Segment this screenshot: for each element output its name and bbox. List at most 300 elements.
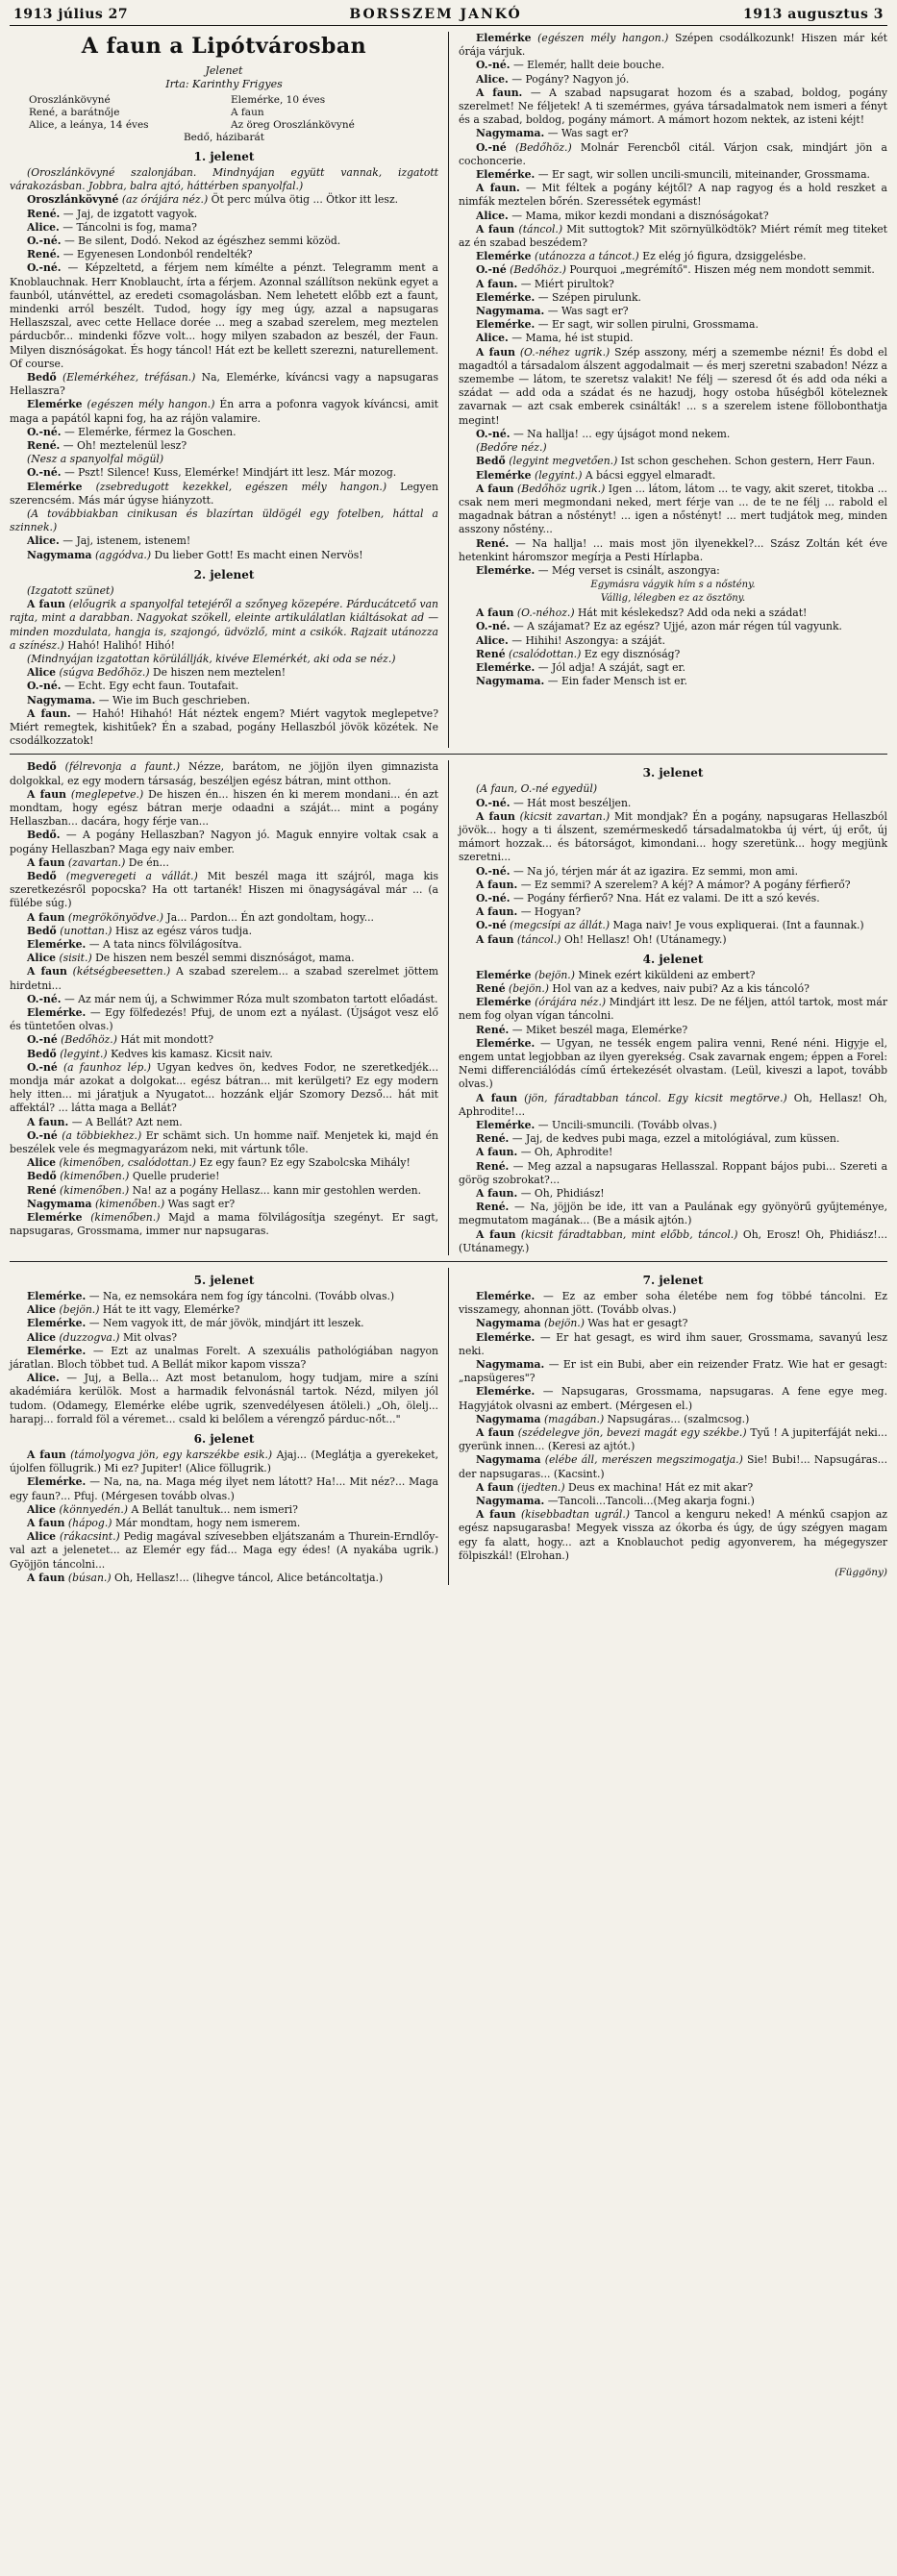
speaker-name: O.-né. (476, 864, 511, 878)
dialogue-line (459, 797, 887, 810)
speaker-name: O.-né. (476, 59, 511, 72)
dialogue-text: — Egyenesen Londonból rendelték? (62, 248, 253, 261)
stage-direction-text: (kimenőben.) (94, 1197, 165, 1210)
stage-direction-text: (könnyedén.) (59, 1502, 129, 1516)
speaker-name: Oroszlánkövyné (27, 193, 119, 207)
speaker-name: Alice (27, 666, 57, 680)
stage-direction-text: (O.-néhez ugrik.) (519, 345, 610, 359)
dialogue-text: Ugyan kedves ön, kedves Fodor, ne szeretkedjék... mondja már azokat a dolgokat... egész bátran... mit kerülgeti? Ez egy modern hely itten... mi járatjuk a Nyugatot... hozzánk eljár Szomory Dezső... hát mit affektál? ... látta maga a Bellát? (10, 1060, 439, 1115)
columns-bottom (10, 1268, 887, 1585)
stage-direction-text: (O.-néhoz.) (516, 607, 575, 620)
stage-direction (10, 584, 438, 598)
stage-direction-text: (félrevonja a faunt.) (64, 760, 181, 774)
dialogue-line (459, 1331, 887, 1358)
speaker-name: Elemérke (476, 468, 532, 482)
dialogue-line (459, 620, 887, 633)
dialogue-line (459, 933, 887, 947)
speaker-name: Elemérke. (476, 1119, 536, 1131)
dialogue-text: Igen ... látom, látom ... te vagy, akit szeret, titokba ... csak nem meri megmondani neked, mert férje van ... de te ne félj ... rabold el magadnak bátran a nőstényt! ... igen a nőstényt! ... mert tudjátok meg, minden asszony nőstény... (459, 482, 887, 536)
speaker-name: O.-né. (476, 891, 511, 904)
curtain-note: (Függöny) (835, 1567, 887, 1579)
dialogue-line (10, 439, 438, 453)
dialogue-line (10, 1331, 438, 1345)
stage-direction-text: (Bedőre néz.) (476, 441, 547, 455)
dialogue-line (10, 1503, 438, 1517)
stage-direction-text: (megveregeti a vállát.) (65, 869, 198, 882)
speaker-name: Elemérke. (476, 1290, 536, 1303)
text-block (459, 32, 887, 688)
speaker-name: O.-né. (27, 680, 62, 693)
dialogue-line (459, 1358, 887, 1385)
masthead-rule (10, 25, 887, 26)
dialogue-text: — Ezt az unalmas Forelt. A szexuális pathológiában nagyon járatlan. Bloch többet tud. A Bellát mikor kapom vissza? (10, 1344, 438, 1372)
dialogue-text: Szép asszony, mérj a szemembe nézni! És dobd el magadtól a társadalom álszent aggodalmait — és merj szeretni szabadon! Nézz a szemembe — látom, te szeretsz valakit! Ne félj — szeresd őt és add oda néki a szádat — add oda a szádat és ne hazudj, hogy ostoba hűségből köteleznek zavarnak — azt csak emberek csinálták! ... s a szerelem istene föllobonthatja megint! (459, 345, 887, 427)
dialogue-line (459, 1187, 887, 1201)
dialogue-text: — Er ist ein Bubi, aber ein reizender Fratz. Wie hat er gesagt: „napsügeres"? (459, 1358, 888, 1385)
speaker-name: René. (476, 536, 510, 550)
dialogue-line (459, 127, 887, 140)
speaker-name: A faun (476, 222, 515, 235)
speaker-name: Bedő (27, 869, 57, 882)
speaker-name: O.-né. (476, 796, 511, 809)
speaker-name: Elemérke. (476, 290, 536, 304)
dialogue-line (10, 221, 438, 235)
stage-direction-text: (kimenőben.) (90, 1211, 161, 1225)
speaker-name: A faun (476, 345, 515, 359)
dialogue-text: — Hihihi! Aszongya: a száját. (511, 633, 666, 647)
dialogue-text: Hát te itt vagy, Elemérke? (102, 1303, 240, 1317)
dialogue-text: A bácsi eggyel elmaradt. (585, 468, 716, 482)
dialogue-line (10, 788, 438, 830)
speaker-name: Bedő (27, 760, 57, 774)
speaker-name: Elemérke. (27, 1317, 87, 1330)
speaker-name: A faun (27, 965, 67, 978)
dialogue-text: Ez egy disznóság? (584, 647, 681, 660)
stage-direction-text: (magában.) (543, 1412, 605, 1425)
dialogue-text: — Pogány férfierő? Nna. Hát ez valami. De itt a szó kevés. (512, 891, 820, 904)
speaker-name: A faun (476, 1480, 514, 1494)
dialogue-line (10, 1530, 438, 1572)
stage-direction-text: (utánozza a táncot.) (534, 250, 639, 263)
cast-item: Oroszlánkövyné (29, 94, 111, 106)
speaker-name: Bedő. (27, 829, 61, 842)
stage-direction (459, 782, 887, 796)
dialogue-line (459, 87, 887, 128)
dialogue-line (10, 666, 438, 680)
stage-direction-text: (rákacsint.) (59, 1530, 120, 1544)
dialogue-text: Már mondtam, hogy nem ismerem. (114, 1517, 301, 1530)
stage-direction-text: (Izgatott szünet) (27, 583, 114, 597)
dialogue-line (10, 856, 438, 870)
dialogue-line (459, 223, 887, 250)
dialogue-line (10, 680, 438, 693)
column-right-top (459, 32, 887, 748)
dialogue-text: — Er sagt, wir sollen uncili-smuncili, miteinander, Grossmama. (537, 168, 870, 182)
dialogue-line (459, 1228, 887, 1255)
dialogue-line (10, 1317, 438, 1330)
dialogue-line (459, 810, 887, 865)
column-left-mid (10, 760, 449, 1255)
section-divider (10, 1261, 887, 1262)
dialogue-text: — A pogány Hellaszban? Nagyon jó. Maguk ennyire voltak csak a pogány Hellaszban? Maga egy naiv ember. (10, 829, 439, 855)
speaker-name: Nagymama. (476, 1495, 545, 1508)
text-block (459, 766, 887, 1255)
speaker-name: A faun. (27, 1115, 69, 1128)
stage-direction-text: (Bedőhöz.) (61, 1033, 117, 1047)
verse-line: Egymásra vágyik hím s a nőstény. (590, 580, 756, 591)
stage-direction-text: (egészen mély hangon.) (87, 398, 215, 411)
dialogue-text: Szépen csodálkozunk! Hiszen már két órája várjuk. (459, 32, 887, 59)
dialogue-text: — Elemér, hallt deie bouche. (512, 59, 665, 72)
dialogue-line (459, 1385, 887, 1412)
cast-item: A faun (231, 107, 264, 118)
dialogue-line (459, 1132, 887, 1146)
speaker-name: A faun. (27, 706, 71, 720)
column-left-top (10, 32, 449, 748)
dialogue-text: De hiszen én... hiszen én ki merem mondani... én azt mondtam, hogy egész bátran merje odaadni a száját... mint a pogány Hellaszban... dacára, hogy férje van... (10, 787, 438, 829)
dialogue-line (10, 426, 438, 439)
dialogue-text: Oh! Hellasz! Oh! (Utánamegy.) (563, 932, 727, 946)
dialogue-text: Was sagt er? (167, 1197, 236, 1210)
speaker-name: A faun (476, 1091, 518, 1104)
speaker-name: A faun (27, 910, 65, 924)
stage-direction-text: (ijedten.) (516, 1480, 565, 1494)
speaker-name: Elemérke. (476, 1385, 536, 1399)
stage-direction-text: (Nesz a spanyolfal mögül) (27, 453, 164, 466)
stage-direction-text: (szédelegve jön, bevezi magát egy székbe.) (517, 1426, 747, 1440)
dialogue-text: — Szépen pirulunk. (537, 290, 641, 304)
dialogue-line (459, 1413, 887, 1426)
dialogue-line (459, 250, 887, 263)
dialogue-text: Napsugáras... (szalmcsog.) (607, 1412, 750, 1425)
dialogue-line (10, 829, 438, 855)
dialogue-text: Hát mit késlekedsz? Add oda neki a szádat! (578, 607, 808, 620)
speaker-name: René. (476, 1132, 510, 1146)
dialogue-text: Mit mondjak? Én a pogány, napsugaras Hellaszból jövök... hogy a ti álszent, szemérmeskedő társadalmatokba új vért, új erőt, új mámort hozzak... és bátorságot, kimondani... hogy szeretünk... hogy megjünk szeretni... (459, 809, 887, 864)
scene-heading: 5. jelenet (193, 1274, 255, 1288)
column-right-mid (459, 760, 887, 1255)
dialogue-text: — Hát most beszéljen. (512, 796, 632, 809)
dialogue-line (10, 1116, 438, 1129)
dialogue-line (459, 210, 887, 223)
dialogue-line (10, 1372, 438, 1426)
speaker-name: Elemérke (476, 996, 532, 1009)
dialogue-text: — Oh, Aphrodite! (520, 1146, 613, 1159)
dialogue-line (459, 661, 887, 675)
dialogue-text: — Mama, mikor kezdi mondani a disznóságokat? (511, 209, 769, 222)
dialogue-line (459, 865, 887, 879)
dialogue-text: — Képzeltetd, a férjem nem kímélte a pénzt. Telegramm ment a Knoblauchnak. Herr Knoblaucht, írta a férjem. Azonnal szállítson nekünk egyet a faunból, utánvéttel, az eredeti csomagolásban. Nem lehetett előbb ezt a faunt, mindenki arról beszélt. Tudod, hogy így meg úgy, azzal a napsugaras Hellaszszal, avec cette Hellace dorée ... meg a szabad szerelem, meg meztelen párducbőr... mindenki főzve volt... hogy milyen szabadon az beszél, der Faun. Milyen disznóságokat. És hogy táncol! Hát ezt be kellett szerezni, naturellement. Of course. (10, 261, 438, 370)
dialogue-text: — Na, jöjjön be ide, itt van a Paulának egy gyönyörű gyűjteménye, megmutatom magának... (Be a másik ajtón.) (459, 1201, 888, 1227)
stage-direction-text: (Oroszlánkövyné szalonjában. Mindnyájan együtt vannak, izgatott várakozásban. Jobbra, balra ajtó, háttérben spanyolfal.) (10, 166, 438, 193)
speaker-name: Elemérke. (476, 1036, 536, 1050)
dialogue-line (459, 346, 887, 428)
text-block (459, 1274, 887, 1563)
speaker-name: Elemérke (476, 968, 532, 981)
dialogue-line (459, 905, 887, 919)
speaker-name: Bedő (476, 455, 506, 468)
dialogue-line (459, 634, 887, 648)
speaker-name: O.-né (27, 1128, 58, 1142)
dialogue-line (459, 1495, 887, 1508)
dialogue-line (10, 248, 438, 261)
dialogue-text: Ez elég jó figura, dzsiggelésbe. (642, 250, 807, 263)
dialogue-line (10, 938, 438, 952)
dialogue-line (10, 481, 438, 508)
article-genre: Jelenet (205, 64, 243, 77)
speaker-name: Alice (27, 1502, 57, 1516)
dialogue-text: — Na, ez nemsokára nem fog így táncolni. (Tovább olvas.) (88, 1290, 395, 1303)
dialogue-text: — Ez az ember soha életébe nem fog többé táncolni. Ez visszamegy, ahonnan jött. (Tovább olvas.) (459, 1290, 887, 1317)
dialogue-text: Mit beszél maga itt szájról, maga kis szeretkezésről popocska? Ha ott tartanék! Hiszen mi önagyságával már ... (a fülébe súg.) (10, 869, 438, 910)
speaker-name: Alice. (27, 534, 60, 548)
stage-direction-text: (megrökönyödve.) (67, 910, 163, 924)
dialogue-line (459, 1160, 887, 1187)
dialogue-text: A szabad szerelem... a szabad szerelmet jöttem hirdetni... (10, 965, 439, 992)
stage-direction-text: (a faunhoz lép.) (62, 1060, 151, 1074)
dialogue-text: — Napsugaras, Grossmama, napsugaras. A fene egye meg. Hagyjátok olvasni az embert. (Mérgesen el.) (459, 1385, 888, 1412)
dialogue-text: — A szájamat? Ez az egész? Ujjé, azon már régen túl vagyunk. (512, 620, 842, 633)
dialogue-line (459, 59, 887, 72)
dialogue-text: — Wie im Buch geschrieben. (98, 693, 251, 706)
dialogue-line (459, 607, 887, 620)
dialogue-line (10, 707, 438, 749)
dialogue-text: — A Bellát? Azt nem. (71, 1115, 183, 1128)
dialogue-text: Er schämt sich. Un homme naïf. Menjetek ki, majd én beszélek vele és megmagyarázom neki, mit vártunk tőle. (10, 1128, 438, 1156)
speaker-name: A faun (476, 1508, 516, 1522)
stage-direction-text: (unottan.) (60, 924, 112, 937)
dialogue-line (10, 208, 438, 221)
dialogue-line (10, 235, 438, 248)
dialogue-line (459, 182, 887, 209)
stage-direction-text: (táncol.) (518, 222, 563, 235)
dialogue-line (10, 466, 438, 480)
dialogue-line (10, 925, 438, 938)
dialogue-text: Mindjárt itt lesz. De ne féljen, attól tartok, most már nem fog olyan vígan táncolni. (459, 996, 888, 1023)
dialogue-line (459, 1201, 887, 1227)
dialogue-text: Kedves kis kamasz. Kicsit naiv. (111, 1047, 273, 1060)
dialogue-line (10, 398, 438, 425)
dialogue-line (10, 694, 438, 707)
dialogue-text: Molnár Ferencből citál. Várjon csak, mindjárt jön a cochoncerie. (459, 140, 887, 167)
column-right-bottom (459, 1268, 887, 1585)
speaker-name: Alice. (476, 72, 509, 86)
speaker-name: Elemérke. (27, 1005, 87, 1019)
speaker-name: René. (476, 1023, 510, 1036)
dialogue-text: — Miért pirultok? (520, 277, 614, 290)
dialogue-line (10, 549, 438, 562)
dialogue-text: — Pszt! Silence! Kuss, Elemérke! Mindjárt itt lesz. Már mozog. (63, 466, 397, 480)
speaker-name: A faun (476, 482, 514, 495)
speaker-name: Elemérke (476, 32, 532, 44)
dialogue-line (459, 168, 887, 182)
dialogue-text: — Táncolni is fog, mama? (62, 220, 197, 234)
dialogue-line (10, 1006, 438, 1033)
dialogue-text: — Be silent, Dodó. Nekod az égészhez semmi közöd. (63, 235, 341, 248)
stage-direction-text: (kétségbeesetten.) (72, 965, 171, 978)
speaker-name: Bedő (27, 1170, 57, 1183)
dialogue-line (459, 1024, 887, 1037)
speaker-name: Nagymama (27, 548, 92, 561)
speaker-name: Nagymama (476, 1453, 541, 1467)
speaker-name: O.-né. (27, 235, 62, 248)
speaker-name: Elemérke. (476, 318, 536, 332)
dialogue-line (10, 993, 438, 1006)
speaker-name: O.-né. (476, 427, 511, 440)
dialogue-line (10, 1156, 438, 1170)
stage-direction-text: (csalódottan.) (509, 647, 582, 660)
dialogue-line (459, 469, 887, 483)
speaker-name: Nagymama. (476, 675, 545, 688)
dialogue-line (10, 1033, 438, 1047)
dialogue-line (459, 982, 887, 996)
dialogue-line (10, 870, 438, 911)
dialogue-line (10, 1345, 438, 1372)
dialogue-line (459, 141, 887, 168)
dialogue-line (10, 1048, 438, 1061)
speaker-name: A faun (27, 855, 65, 869)
speaker-name: Nagymama (27, 1197, 92, 1210)
stage-direction-text: (az órájára néz.) (121, 193, 209, 207)
dialogue-text: Na! az a pogány Hellasz... kann mir gestohlen werden. (132, 1183, 422, 1197)
dialogue-line (459, 428, 887, 441)
cast-item: Elemérke, 10 éves (231, 94, 326, 106)
scene-heading: 7. jelenet (642, 1274, 704, 1288)
header-date-left: 1913 július 27 (13, 7, 129, 22)
dialogue-text: A Bellát tanultuk... nem ismeri? (131, 1502, 298, 1516)
dialogue-text: — Oh, Phidiász! (520, 1187, 605, 1201)
speaker-name: A faun (27, 1449, 66, 1462)
dialogue-text: — Mit féltek a pogány kéjtől? A nap ragyog és a hold reszket a nimfák meztelen bőrén. Szeressétek egymást! (459, 182, 887, 209)
dialogue-text: — Was sagt er? (547, 305, 629, 318)
dialogue-text: Én arra a pofonra vagyok kíváncsi, amit maga a papától kapni fog, ha az rájön valamire. (10, 398, 438, 425)
stage-direction-text: (aggódva.) (94, 548, 152, 561)
dialogue-line (459, 73, 887, 87)
dialogue-text: — Juj, a Bella... Azt most betanulom, hogy tudjam, mire a színi akadémiára kerülök. Most a harmadik felvonásnál tartok. Nézd, milyen jól tudom. (Odamegy, Elemérke elébe ugrik, szenvedélyesen átöleli.) „Oh, ölelj... harapj... forrald föl a véremet... csald ki belőlem a vérengző párduc-nőt..." (10, 1372, 438, 1425)
speaker-name: A faun. (476, 905, 518, 919)
speaker-name: O.-né (27, 1033, 58, 1047)
speaker-name: Bedő (27, 924, 57, 937)
cast-item: René, a barátnője (29, 107, 120, 118)
dialogue-line (459, 1037, 887, 1092)
stage-direction-text: (bejön.) (534, 968, 575, 981)
dialogue-text: — Elemérke, férmez la Goschen. (63, 425, 237, 438)
speaker-name: A faun. (476, 182, 520, 195)
dialogue-text: Pedig magával szívesebben eljátszanám a Thurein-Erndlőy-val azt a jelenetet... az Elemér egy fád... Maga egy édes! (A nyakába ugrik.) Gyöjjön táncolni... (10, 1530, 438, 1571)
speaker-name: O.-né. (27, 466, 62, 480)
speaker-name: Alice. (476, 332, 509, 345)
stage-direction-text: (kimenőben.) (60, 1170, 130, 1183)
speaker-name: A faun (476, 809, 515, 823)
dialogue-line (10, 1449, 438, 1475)
stage-direction-text: (legyint.) (534, 468, 583, 482)
speaker-name: Elemérke (27, 398, 83, 411)
dialogue-text: Majd a mama fölvilágosítja szegényt. Er sagt, napsugaras, Grossmama, immer nur napsugaras. (10, 1211, 438, 1238)
dialogue-text: — Na, na, na. Maga még ilyet nem látott? Ha!... Mit néz?... Maga egy faun?... Pfuj. (Mérgesen tovább olvas.) (10, 1475, 438, 1502)
scene-heading: 3. jelenet (642, 766, 704, 780)
dialogue-text: Öt perc múlva ötig ... Ötkor itt lesz. (211, 193, 399, 207)
dialogue-text: — A szabad napsugarat hozom és a szabad, boldog, pogány szerelmet! Ne féljetek! A ti szemérmes, gyáva társadalmatok nem ismeri a fényt és a szabad, boldog, pogány mámort. A mámort hozom nektek, az isteni kéjt! (459, 86, 887, 127)
stage-direction-text: (a többiekhez.) (62, 1128, 142, 1142)
dialogue-text: De én... (128, 855, 169, 869)
stage-direction-text: (jön, fáradtabban táncol. Egy kicsit megtörve.) (524, 1091, 787, 1104)
dialogue-line (459, 278, 887, 291)
dialogue-line (459, 483, 887, 537)
dialogue-line (10, 371, 438, 398)
dialogue-line (459, 892, 887, 905)
dialogue-line (459, 1290, 887, 1317)
stage-direction (459, 441, 887, 455)
cast-item: Bedő, házibarát (183, 132, 265, 143)
dialogue-text: Oh, Erosz! Oh, Phidiász!... (Utánamegy.) (459, 1227, 888, 1254)
speaker-name: Alice. (27, 220, 60, 234)
speaker-name: René (476, 647, 506, 660)
speaker-name: A faun (27, 787, 66, 801)
speaker-name: René (476, 981, 506, 995)
stage-direction-text: (Bedőhöz ugrik.) (517, 482, 606, 495)
stage-direction-text: (kimenőben, csalódottan.) (59, 1156, 196, 1170)
speaker-name: Elemérke (27, 480, 83, 493)
speaker-name: A faun (476, 932, 514, 946)
dialogue-text: — Meg azzal a napsugaras Hellasszal. Roppant bájos pubi... Szereti a görög szobrokat?... (459, 1159, 888, 1186)
dialogue-line (459, 1092, 887, 1119)
dialogue-text: Tancol a kenguru neked! A ménkű csapjon az egész napsugarasba! Megyek vissza az ókorba és úgy, de úgy szégyen magam egy fa alatt, hogy... azt a Knoblauchot pedig agyonverem, ha mégegyszer fölpiszkál! (Elrohan.) (459, 1508, 887, 1562)
dialogue-text: — Er sagt, wir sollen pirulni, Grossmama. (537, 318, 759, 332)
speaker-name: René (27, 1183, 57, 1197)
text-block (10, 150, 438, 748)
stage-direction-text: (Bedőhöz.) (510, 263, 566, 277)
speaker-name: A faun (476, 607, 514, 620)
speaker-name: A faun (27, 598, 65, 611)
stage-direction-text: (kicsit fáradtabban, mint előbb, táncol.) (520, 1227, 738, 1241)
dialogue-text: Hát mit mondott? (120, 1033, 214, 1047)
dialogue-text: — Ez semmi? A szerelem? A kéj? A mámor? A pogány férfierő? (520, 878, 851, 891)
dialogue-text: — Was sagt er? (547, 127, 629, 140)
speaker-name: Alice (27, 952, 57, 965)
dialogue-text: Nézze, barátom, ne jöjjön ilyen gimnazista dolgokkal, ez egy modern társaság, beszéljen egész bátran, mint otthon. (10, 760, 439, 787)
speaker-name: Alice (27, 1156, 57, 1170)
dialogue-text: Minek ezért kiküldeni az embert? (578, 968, 756, 981)
dialogue-text: — Pogány? Nagyon jó. (511, 72, 630, 86)
dialogue-text: Pourquoi „megrémítő". Hiszen még nem mondott semmit. (569, 263, 875, 277)
dialogue-text: — Ugyan, ne tessék engem palira venni, René néni. Higyje el, engem untat legjobban az ilyen gyerekség. Csak zavarnak engem; éppen a Forel: Nemi differenciálódás című értekezését olvastam. (Leül, kiveszi a lapot, tovább olvas.) (459, 1036, 888, 1091)
dialogue-text: — Miket beszél maga, Elemérke? (511, 1023, 688, 1036)
dialogue-line (10, 1211, 438, 1238)
stage-direction-text: (A továbbiakban cinikusan és blazírtan üldögél egy fotelben, háttal a szinnek.) (10, 508, 438, 534)
dialogue-text: — Oh! meztelenül lesz? (62, 439, 187, 453)
speaker-name: Alice. (476, 209, 509, 222)
speaker-name: Elemérke. (27, 937, 87, 951)
stage-direction (10, 653, 438, 666)
dialogue-line (10, 1198, 438, 1211)
stage-direction-text: (támolyogva jön, egy karszékbe esik.) (70, 1449, 273, 1462)
dialogue-line (10, 534, 438, 548)
speaker-name: Nagymama (476, 1317, 541, 1330)
dialogue-text: Ajaj... (Meglátja a gyerekeket, újolfen föllugrik.) Mi ez? Jupiter! (Alice föllugrik.) (10, 1449, 439, 1475)
header-paper-name: BORSSZEM JANKÓ (349, 7, 522, 22)
stage-direction-text: (súgva Bedőhöz.) (59, 666, 150, 680)
column-left-bottom (10, 1268, 449, 1585)
speaker-name: O.-né. (27, 425, 62, 438)
stage-direction-text: (bejön.) (59, 1303, 100, 1317)
speaker-name: A faun (476, 1426, 514, 1440)
stage-direction-text: (elébe áll, merészen megszimogatja.) (544, 1453, 743, 1467)
speaker-name: Elemérke. (27, 1344, 87, 1357)
speaker-name: A faun (27, 1517, 65, 1530)
speaker-name: Elemérke. (27, 1290, 87, 1303)
speaker-name: A faun. (476, 878, 518, 891)
dialogue-line (459, 305, 887, 318)
